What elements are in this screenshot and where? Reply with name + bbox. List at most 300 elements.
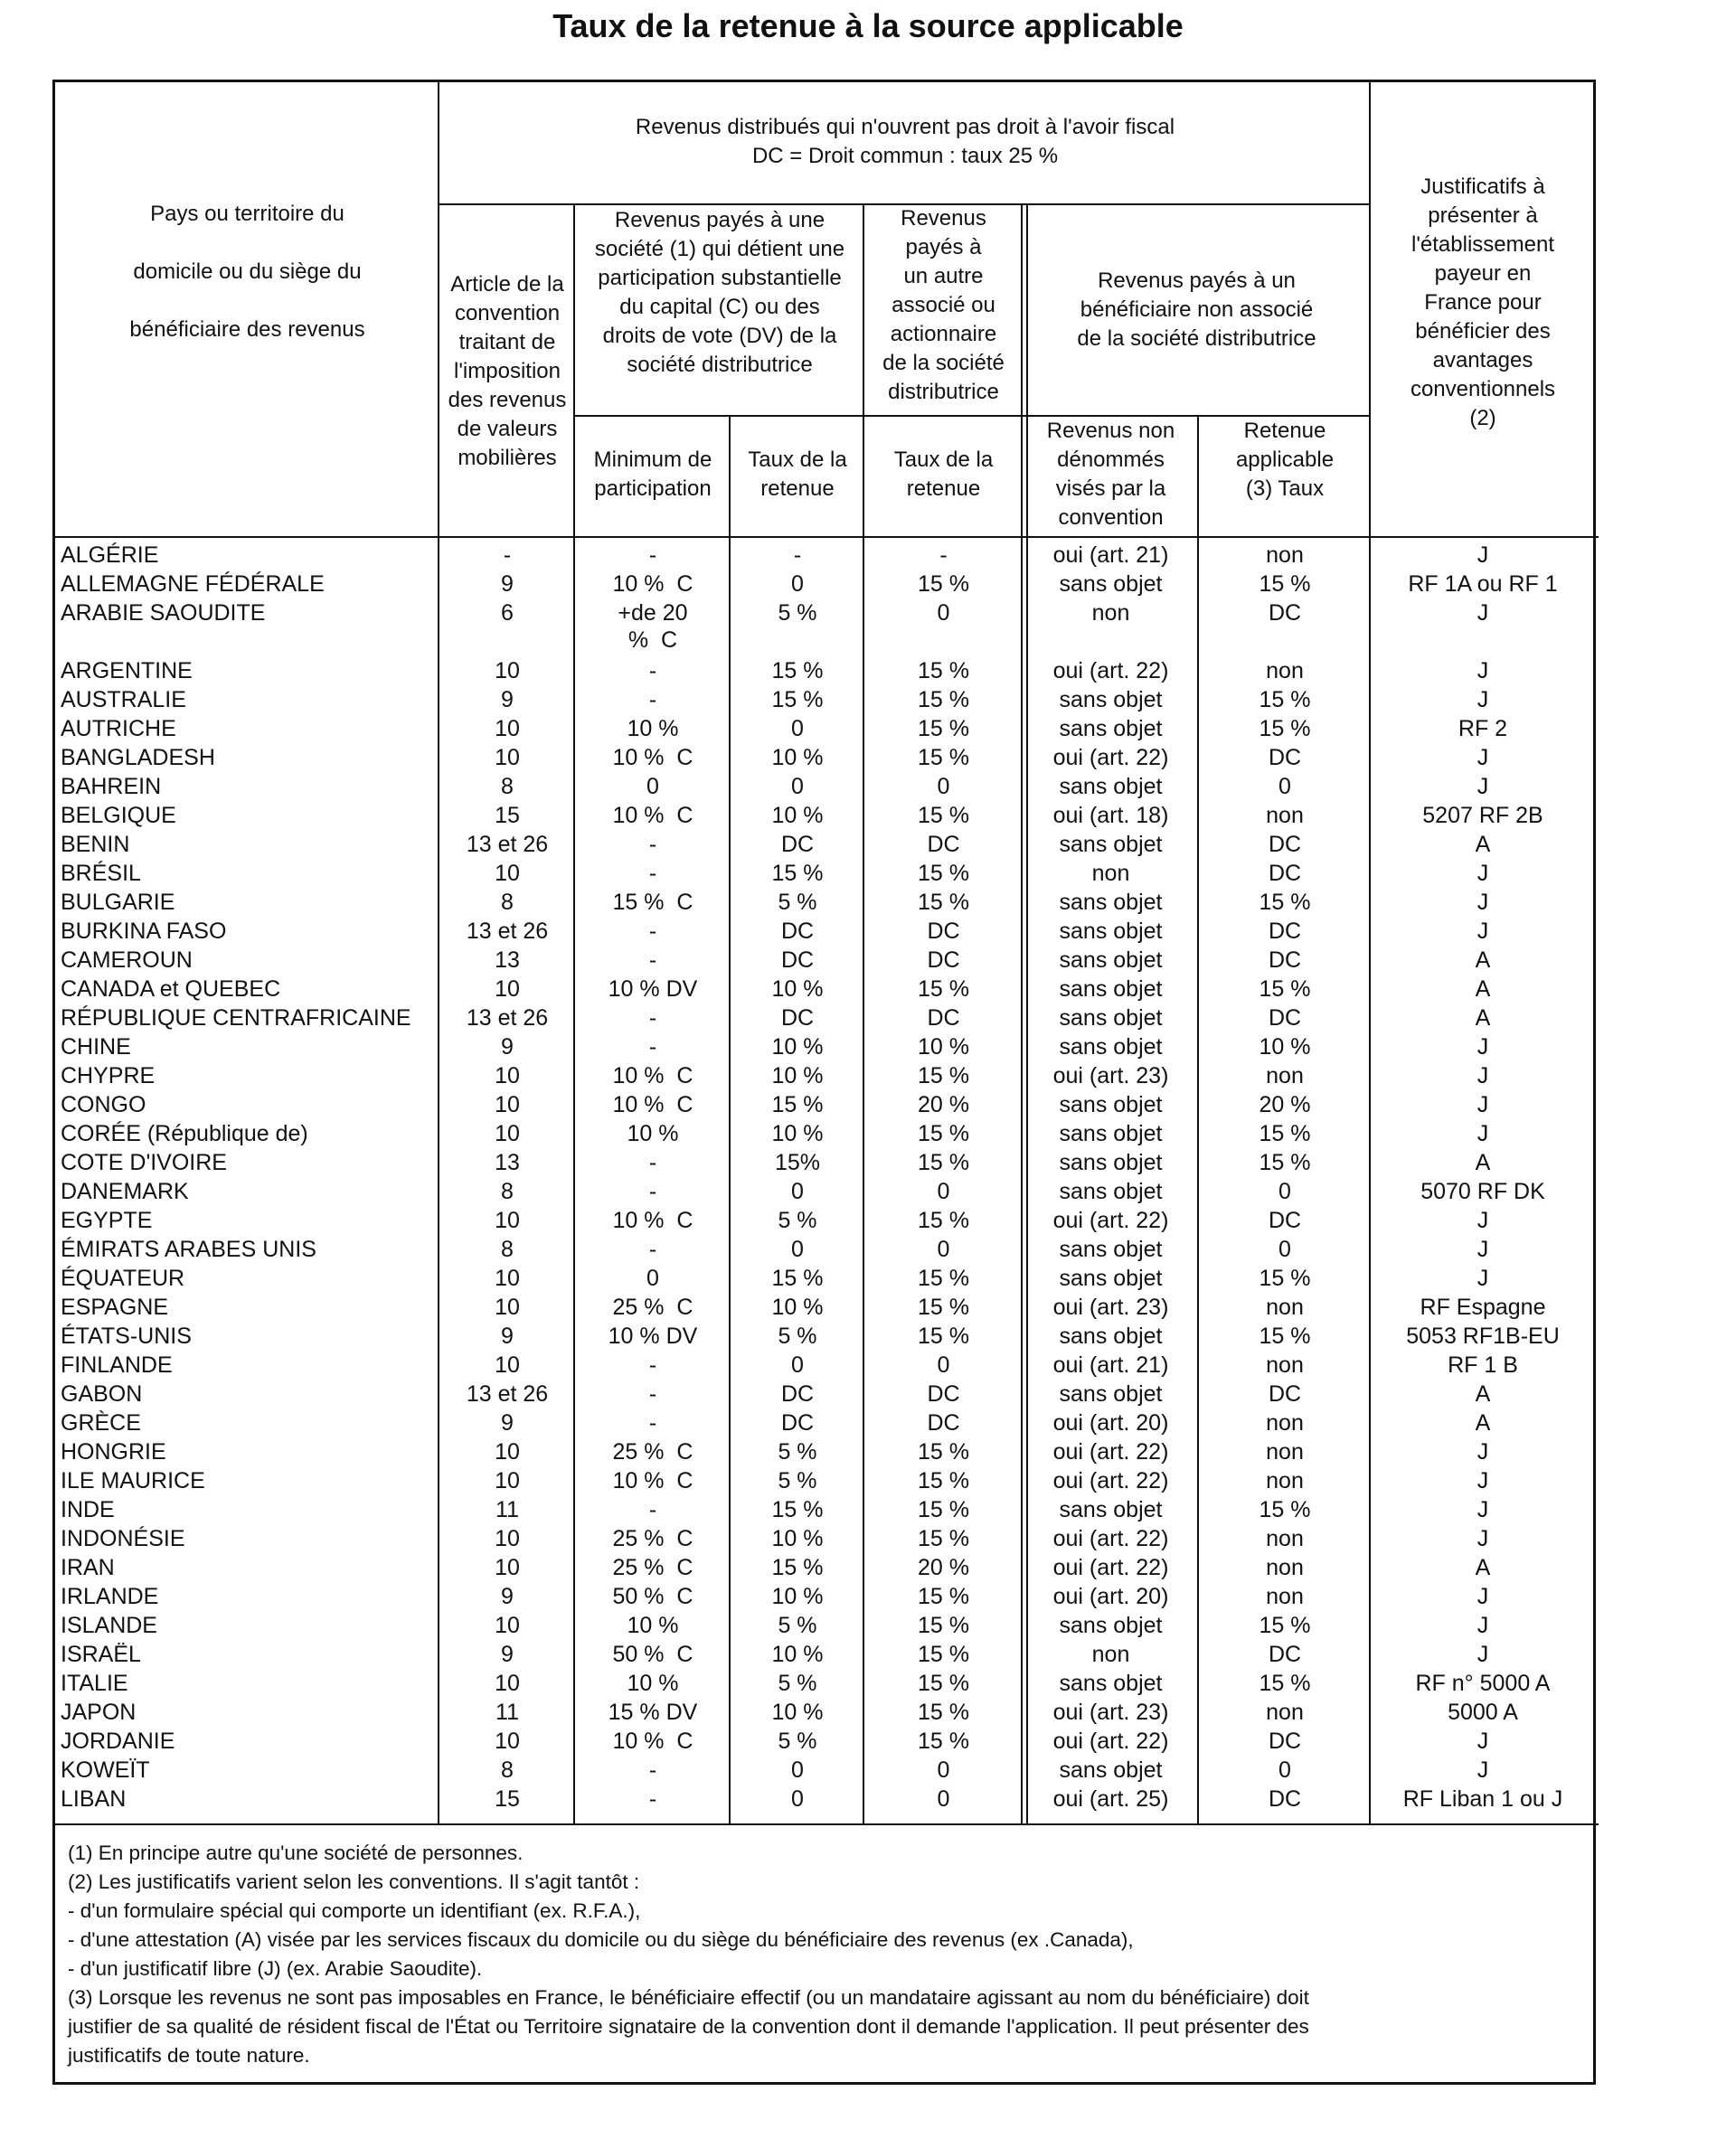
cell-justificatifs: J	[1477, 658, 1489, 683]
cell-pays: FINLANDE	[61, 1352, 173, 1378]
cell-min-participation: 10 % C	[612, 571, 693, 597]
cell-taux-retenue-societe: 0	[791, 716, 804, 741]
cell-retenue-applicable: 0	[1278, 1179, 1291, 1204]
cell-retenue-applicable: DC	[1268, 1005, 1302, 1031]
cell-taux-retenue-societe: DC	[780, 1381, 815, 1407]
cell-justificatifs: J	[1477, 600, 1489, 626]
cell-taux-retenue-associe: 15 %	[918, 861, 969, 886]
table-row	[55, 1380, 1599, 1408]
cell-min-participation: -	[648, 1410, 657, 1436]
cell-pays: ALLEMAGNE FÉDÉRALE	[61, 571, 325, 597]
cell-taux-retenue-associe: 10 %	[918, 1034, 969, 1060]
cell-taux-retenue-associe: 15 %	[918, 687, 969, 712]
cell-pays: CANADA et QUEBEC	[61, 976, 281, 1002]
cell-taux-retenue-associe: 15 %	[918, 1063, 969, 1088]
header-article: Article de la convention traitant de l'imposition des revenus de valeurs mobilières	[448, 272, 567, 470]
cell-article: 10	[495, 716, 520, 741]
header-associe: Revenus payés à un autre associé ou actionnaire de la société distributrice	[882, 206, 1005, 404]
cell-justificatifs: J	[1477, 1613, 1489, 1638]
cell-min-participation: 25 % C	[612, 1555, 693, 1580]
cell-taux-retenue-societe: 10 %	[771, 1700, 824, 1725]
cell-pays: BULGARIE	[61, 890, 175, 915]
cell-pays: IRAN	[61, 1555, 115, 1580]
cell-justificatifs: J	[1477, 1121, 1489, 1146]
header-group: Revenus distribués qui n'ouvrent pas droit à l'avoir fiscal DC = Droit commun : taux 25 %	[635, 115, 1175, 168]
cell-taux-retenue-societe: 0	[791, 1786, 804, 1812]
cell-retenue-applicable: DC	[1268, 947, 1302, 973]
table-row	[55, 744, 1599, 771]
cell-min-participation: 10 % C	[612, 745, 693, 770]
table-row	[55, 570, 1599, 598]
cell-pays: CHINE	[61, 1034, 131, 1060]
cell-pays: ARGENTINE	[61, 658, 193, 683]
cell-taux-retenue-associe: 15 %	[918, 1324, 969, 1349]
cell-taux-retenue-associe: 15 %	[918, 1266, 969, 1291]
cell-revenus-non-denommes: oui (art. 22)	[1052, 1468, 1169, 1493]
cell-article: 6	[501, 600, 514, 626]
cell-taux-retenue-societe: 10 %	[771, 1584, 824, 1609]
cell-justificatifs: J	[1477, 1266, 1489, 1291]
cell-article: 9	[501, 1642, 514, 1667]
cell-retenue-applicable: non	[1266, 803, 1304, 828]
cell-article: 10	[495, 1468, 520, 1493]
cell-taux-retenue-associe: 0	[937, 774, 950, 799]
table-row	[55, 889, 1599, 916]
cell-article: 9	[501, 1034, 514, 1060]
cell-justificatifs: J	[1477, 1757, 1489, 1783]
cell-min-participation: -	[648, 1757, 657, 1783]
cell-taux-retenue-associe: 0	[937, 1786, 950, 1812]
cell-retenue-applicable: 0	[1278, 1757, 1291, 1783]
cell-revenus-non-denommes: sans objet	[1059, 1121, 1163, 1146]
cell-justificatifs: J	[1477, 1439, 1489, 1465]
cell-article: 9	[501, 1584, 514, 1609]
cell-retenue-applicable: non	[1266, 1295, 1304, 1320]
table-row	[55, 1236, 1599, 1263]
cell-revenus-non-denommes: oui (art. 22)	[1052, 745, 1169, 770]
cell-taux-retenue-societe: DC	[780, 947, 815, 973]
cell-pays: RÉPUBLIQUE CENTRAFRICAINE	[61, 1005, 411, 1031]
cell-min-participation: 25 % C	[612, 1439, 693, 1465]
cell-justificatifs: RF Liban 1 ou J	[1402, 1786, 1563, 1812]
cell-justificatifs: J	[1477, 1729, 1489, 1754]
table-row	[55, 686, 1599, 713]
cell-revenus-non-denommes: sans objet	[1059, 716, 1163, 741]
cell-retenue-applicable: 15 %	[1259, 571, 1311, 597]
cell-pays: JAPON	[61, 1700, 137, 1725]
cell-taux-retenue-associe: 15 %	[918, 1671, 969, 1696]
cell-min-participation: -	[648, 687, 657, 712]
cell-min-participation: -	[648, 1150, 657, 1175]
cell-revenus-non-denommes: sans objet	[1059, 1497, 1163, 1522]
cell-article: 11	[495, 1497, 519, 1522]
cell-pays: ISRAËL	[61, 1642, 141, 1667]
cell-taux-retenue-societe: 0	[791, 1352, 804, 1378]
cell-min-participation: -	[648, 947, 657, 973]
table-row	[55, 1207, 1599, 1234]
cell-justificatifs: J	[1477, 1063, 1489, 1088]
cell-revenus-non-denommes: sans objet	[1059, 919, 1163, 944]
header-revenus-non-denommes: Revenus non dénommés visés par la convention	[1046, 419, 1175, 530]
table-row	[55, 1409, 1599, 1437]
cell-revenus-non-denommes: oui (art. 21)	[1052, 542, 1169, 568]
cell-article: 10	[495, 658, 520, 683]
cell-pays: BAHREIN	[61, 774, 162, 799]
cell-article: 10	[495, 1208, 520, 1233]
cell-revenus-non-denommes: sans objet	[1059, 1671, 1163, 1696]
cell-taux-retenue-societe: 5 %	[778, 890, 817, 915]
cell-revenus-non-denommes: sans objet	[1059, 890, 1163, 915]
cell-retenue-applicable: 15 %	[1259, 890, 1311, 915]
cell-article: 8	[501, 890, 514, 915]
cell-article: 13 et 26	[466, 832, 549, 857]
cell-revenus-non-denommes: sans objet	[1059, 832, 1163, 857]
cell-revenus-non-denommes: oui (art. 21)	[1052, 1352, 1169, 1378]
cell-article: 9	[501, 1324, 514, 1349]
table-row	[55, 1670, 1599, 1697]
table-row	[55, 1641, 1599, 1668]
cell-min-participation: 50 % C	[612, 1642, 693, 1667]
footnote-line: (2) Les justificatifs varient selon les conventions. Il s'agit tantôt :	[68, 1870, 640, 1893]
cell-pays: DANEMARK	[61, 1179, 189, 1204]
table-row	[55, 1323, 1599, 1350]
cell-revenus-non-denommes: oui (art. 22)	[1052, 1526, 1169, 1551]
cell-revenus-non-denommes: oui (art. 20)	[1052, 1584, 1169, 1609]
cell-pays: INDE	[61, 1497, 115, 1522]
cell-retenue-applicable: 15 %	[1259, 716, 1311, 741]
cell-article: 8	[501, 1757, 514, 1783]
footnote-line: - d'un formulaire spécial qui comporte un identifiant (ex. R.F.A.),	[68, 1899, 641, 1922]
cell-taux-retenue-associe: 15 %	[918, 1584, 969, 1609]
table-row	[55, 860, 1599, 887]
cell-taux-retenue-associe: 15 %	[918, 1150, 969, 1175]
table-row	[55, 1265, 1599, 1292]
cell-retenue-applicable: 10 %	[1259, 1034, 1311, 1060]
cell-article: 11	[495, 1700, 519, 1725]
cell-retenue-applicable: 15 %	[1259, 687, 1311, 712]
cell-justificatifs: 5000 A	[1448, 1700, 1518, 1725]
cell-taux-retenue-societe: 10 %	[771, 1034, 824, 1060]
table-row	[55, 773, 1599, 800]
cell-taux-retenue-societe: 5 %	[778, 1613, 817, 1638]
cell-taux-retenue-societe: 15%	[774, 1150, 821, 1175]
cell-justificatifs: J	[1477, 1584, 1489, 1609]
cell-justificatifs: RF Espagne	[1420, 1295, 1546, 1320]
cell-taux-retenue-societe: 0	[791, 1179, 804, 1204]
cell-pays: AUSTRALIE	[61, 687, 186, 712]
cell-article: 10	[495, 1266, 520, 1291]
cell-taux-retenue-societe: 5 %	[778, 1439, 817, 1465]
cell-pays: BURKINA FASO	[61, 919, 227, 944]
cell-article: 13	[495, 1150, 520, 1175]
cell-taux-retenue-associe: 15 %	[918, 1729, 969, 1754]
header-retenue-applicable: Retenue applicable (3) Taux	[1235, 419, 1335, 501]
cell-pays: CONGO	[61, 1092, 146, 1117]
cell-min-participation: 15 % DV	[608, 1700, 698, 1725]
cell-taux-retenue-societe: 10 %	[771, 976, 824, 1002]
header-societe: Revenus payés à une société (1) qui détient une participation substantielle du capital (C) ou des droits de vote (DV) de la société distributrice	[594, 208, 845, 377]
cell-article: 8	[501, 774, 514, 799]
cell-retenue-applicable: 15 %	[1259, 1671, 1311, 1696]
grid-line	[55, 1823, 1599, 1825]
header-pays: Pays ou territoire du domicile ou du siège du bénéficiaire des revenus	[129, 202, 365, 342]
cell-justificatifs: J	[1477, 542, 1489, 568]
cell-taux-retenue-associe: 15 %	[918, 803, 969, 828]
cell-min-participation: -	[648, 658, 657, 683]
cell-revenus-non-denommes: sans objet	[1059, 1266, 1163, 1291]
cell-taux-retenue-associe: 0	[937, 1237, 950, 1262]
cell-taux-retenue-associe: 0	[937, 600, 950, 626]
cell-retenue-applicable: non	[1266, 1063, 1304, 1088]
cell-taux-retenue-societe: DC	[780, 1410, 815, 1436]
cell-article: 13 et 26	[466, 1005, 549, 1031]
cell-pays: ALGÉRIE	[61, 542, 159, 568]
cell-pays: BELGIQUE	[61, 803, 176, 828]
cell-revenus-non-denommes: sans objet	[1059, 1324, 1163, 1349]
cell-min-participation: -	[648, 832, 657, 857]
cell-article: 15	[495, 1786, 520, 1812]
cell-retenue-applicable: 15 %	[1259, 1121, 1311, 1146]
footnote-line: justificatifs de toute nature.	[68, 2044, 310, 2067]
cell-taux-retenue-societe: 15 %	[771, 1092, 824, 1117]
cell-taux-retenue-societe: 5 %	[778, 1208, 817, 1233]
cell-taux-retenue-societe: 15 %	[771, 1266, 824, 1291]
cell-retenue-applicable: 15 %	[1259, 1324, 1311, 1349]
cell-retenue-applicable: 0	[1278, 774, 1291, 799]
cell-pays: CHYPRE	[61, 1063, 156, 1088]
table-row	[55, 1554, 1599, 1581]
cell-taux-retenue-associe: 15 %	[918, 571, 969, 597]
cell-pays: BENIN	[61, 832, 130, 857]
cell-article: 13 et 26	[466, 919, 549, 944]
cell-taux-retenue-societe: 15 %	[771, 1497, 824, 1522]
cell-taux-retenue-societe: 15 %	[771, 658, 824, 683]
cell-min-participation: -	[648, 1786, 657, 1812]
table-row	[55, 1467, 1599, 1494]
cell-justificatifs: A	[1475, 976, 1491, 1002]
cell-taux-retenue-societe: DC	[780, 1005, 815, 1031]
cell-taux-retenue-associe: 15 %	[918, 1468, 969, 1493]
cell-taux-retenue-associe: 15 %	[918, 976, 969, 1002]
cell-justificatifs: 5053 RF1B-EU	[1406, 1324, 1560, 1349]
cell-justificatifs: J	[1477, 687, 1489, 712]
cell-retenue-applicable: 15 %	[1259, 976, 1311, 1002]
table-row	[55, 1728, 1599, 1755]
cell-revenus-non-denommes: non	[1091, 600, 1130, 626]
cell-min-participation: 10 %	[627, 1671, 679, 1696]
cell-taux-retenue-associe: 0	[937, 1352, 950, 1378]
cell-pays: BRÉSIL	[61, 861, 141, 886]
cell-min-participation: +de 20 % C	[618, 600, 688, 653]
cell-revenus-non-denommes: sans objet	[1059, 774, 1163, 799]
table-row	[55, 975, 1599, 1003]
cell-min-participation: -	[648, 1381, 657, 1407]
grid-line	[1021, 415, 1371, 417]
cell-article: 9	[501, 571, 514, 597]
cell-justificatifs: A	[1475, 1150, 1491, 1175]
cell-revenus-non-denommes: sans objet	[1059, 1613, 1163, 1638]
cell-taux-retenue-societe: 5 %	[778, 1468, 817, 1493]
cell-min-participation: -	[648, 1179, 657, 1204]
table-row	[55, 1785, 1599, 1813]
cell-revenus-non-denommes: sans objet	[1059, 1381, 1163, 1407]
cell-min-participation: 10 % C	[612, 1092, 693, 1117]
cell-pays: ÉQUATEUR	[61, 1266, 185, 1291]
cell-pays: BANGLADESH	[61, 745, 215, 770]
grid-line	[55, 536, 1599, 538]
cell-justificatifs: RF n° 5000 A	[1415, 1671, 1551, 1696]
cell-article: 10	[495, 1295, 520, 1320]
cell-article: 13	[495, 947, 520, 973]
cell-article: 10	[495, 861, 520, 886]
table-row	[55, 1149, 1599, 1176]
cell-min-participation: 10 % DV	[608, 1324, 698, 1349]
table-row	[55, 1438, 1599, 1465]
cell-justificatifs: J	[1477, 774, 1489, 799]
grid-line	[573, 415, 1023, 417]
cell-revenus-non-denommes: oui (art. 22)	[1052, 1555, 1169, 1580]
cell-min-participation: -	[648, 542, 657, 568]
table-row	[55, 918, 1599, 945]
cell-taux-retenue-associe: DC	[927, 1381, 960, 1407]
table-row	[55, 1062, 1599, 1089]
cell-justificatifs: J	[1477, 1034, 1489, 1060]
cell-taux-retenue-associe: 15 %	[918, 890, 969, 915]
cell-min-participation: -	[648, 1034, 657, 1060]
header-min-participation: Minimum de participation	[593, 448, 712, 501]
table-row	[55, 1120, 1599, 1147]
cell-retenue-applicable: DC	[1268, 861, 1302, 886]
cell-min-participation: 10 % C	[612, 1729, 693, 1754]
cell-retenue-applicable: DC	[1268, 745, 1302, 770]
cell-pays: CAMEROUN	[61, 947, 193, 973]
cell-min-participation: 10 %	[627, 1121, 679, 1146]
cell-taux-retenue-societe: 5 %	[778, 1324, 817, 1349]
page-title: Taux de la retenue à la source applicable	[552, 7, 1184, 44]
footnote-line: justifier de sa qualité de résident fiscal de l'État ou Territoire signataire de la convention dont il demande l'application. Il peut présenter des	[68, 2015, 1309, 2038]
cell-pays: ESPAGNE	[61, 1295, 169, 1320]
cell-revenus-non-denommes: sans objet	[1059, 1757, 1163, 1783]
cell-pays: GABON	[61, 1381, 143, 1407]
cell-pays: ISLANDE	[61, 1613, 157, 1638]
cell-retenue-applicable: DC	[1268, 600, 1302, 626]
cell-taux-retenue-societe: 10 %	[771, 803, 824, 828]
cell-justificatifs: A	[1475, 1555, 1491, 1580]
cell-retenue-applicable: non	[1266, 1439, 1304, 1465]
cell-retenue-applicable: non	[1266, 542, 1304, 568]
cell-revenus-non-denommes: sans objet	[1059, 1005, 1163, 1031]
cell-revenus-non-denommes: oui (art. 23)	[1052, 1063, 1169, 1088]
cell-revenus-non-denommes: sans objet	[1059, 1150, 1163, 1175]
cell-pays: KOWEÏT	[61, 1757, 150, 1783]
cell-article: 10	[495, 1063, 520, 1088]
cell-retenue-applicable: DC	[1268, 1729, 1302, 1754]
cell-retenue-applicable: DC	[1268, 919, 1302, 944]
table-row	[55, 715, 1599, 742]
cell-revenus-non-denommes: sans objet	[1059, 687, 1163, 712]
cell-article: 10	[495, 1526, 520, 1551]
cell-justificatifs: 5070 RF DK	[1420, 1179, 1545, 1204]
cell-pays: AUTRICHE	[61, 716, 176, 741]
cell-taux-retenue-associe: 15 %	[918, 1497, 969, 1522]
table-row	[55, 802, 1599, 829]
cell-taux-retenue-associe: DC	[927, 1005, 960, 1031]
cell-taux-retenue-societe: 0	[791, 571, 804, 597]
table-row	[55, 1612, 1599, 1639]
cell-taux-retenue-associe: 15 %	[918, 1208, 969, 1233]
cell-taux-retenue-societe: -	[793, 542, 802, 568]
cell-min-participation: -	[648, 1352, 657, 1378]
cell-article: 13 et 26	[466, 1381, 549, 1407]
cell-revenus-non-denommes: sans objet	[1059, 571, 1163, 597]
cell-taux-retenue-associe: 15 %	[918, 745, 969, 770]
cell-retenue-applicable: DC	[1268, 1208, 1302, 1233]
cell-pays: ÉMIRATS ARABES UNIS	[61, 1237, 316, 1262]
cell-revenus-non-denommes: oui (art. 22)	[1052, 1208, 1169, 1233]
table-row	[55, 1033, 1599, 1060]
cell-taux-retenue-associe: 15 %	[918, 1642, 969, 1667]
cell-justificatifs: A	[1475, 1005, 1491, 1031]
cell-taux-retenue-associe: 15 %	[918, 1295, 969, 1320]
cell-justificatifs: J	[1477, 1497, 1489, 1522]
cell-pays: ÉTATS-UNIS	[61, 1324, 192, 1349]
cell-article: 10	[495, 1121, 520, 1146]
cell-retenue-applicable: non	[1266, 1468, 1304, 1493]
cell-justificatifs: J	[1477, 1092, 1489, 1117]
cell-justificatifs: J	[1477, 919, 1489, 944]
cell-revenus-non-denommes: sans objet	[1059, 1034, 1163, 1060]
cell-pays: EGYPTE	[61, 1208, 153, 1233]
cell-revenus-non-denommes: oui (art. 20)	[1052, 1410, 1169, 1436]
cell-retenue-applicable: DC	[1268, 1642, 1302, 1667]
cell-min-participation: -	[648, 1497, 657, 1522]
cell-taux-retenue-societe: 15 %	[771, 687, 824, 712]
cell-taux-retenue-societe: 10 %	[771, 745, 824, 770]
cell-revenus-non-denommes: non	[1091, 1642, 1130, 1667]
cell-retenue-applicable: non	[1266, 1410, 1304, 1436]
cell-revenus-non-denommes: oui (art. 23)	[1052, 1700, 1169, 1725]
cell-revenus-non-denommes: non	[1091, 861, 1130, 886]
table-row	[55, 1294, 1599, 1321]
cell-article: 10	[495, 1671, 520, 1696]
cell-justificatifs: J	[1477, 1237, 1489, 1262]
footnote-line: (1) En principe autre qu'une société de personnes.	[68, 1842, 524, 1864]
cell-pays: ILE MAURICE	[61, 1468, 205, 1493]
cell-justificatifs: RF 2	[1458, 716, 1508, 741]
cell-taux-retenue-associe: DC	[927, 919, 960, 944]
cell-taux-retenue-societe: 0	[791, 1757, 804, 1783]
table-row	[55, 1091, 1599, 1118]
cell-article: 9	[501, 687, 514, 712]
cell-retenue-applicable: non	[1266, 1555, 1304, 1580]
cell-article: 10	[495, 1439, 520, 1465]
cell-taux-retenue-associe: DC	[927, 832, 960, 857]
header-justificatifs: Justificatifs à présenter à l'établissement payeur en France pour bénéficier des avantages conventionnels (2)	[1410, 174, 1556, 430]
cell-taux-retenue-societe: DC	[780, 919, 815, 944]
cell-min-participation: -	[648, 1237, 657, 1262]
cell-taux-retenue-societe: 0	[791, 774, 804, 799]
table-row	[55, 1699, 1599, 1726]
cell-min-participation: 0	[646, 774, 659, 799]
table-row	[55, 1525, 1599, 1552]
cell-retenue-applicable: 15 %	[1259, 1613, 1311, 1638]
cell-pays: HONGRIE	[61, 1439, 166, 1465]
cell-retenue-applicable: 0	[1278, 1237, 1291, 1262]
cell-retenue-applicable: non	[1266, 1526, 1304, 1551]
cell-retenue-applicable: DC	[1268, 1381, 1302, 1407]
cell-min-participation: 25 % C	[612, 1526, 693, 1551]
cell-retenue-applicable: 15 %	[1259, 1497, 1311, 1522]
